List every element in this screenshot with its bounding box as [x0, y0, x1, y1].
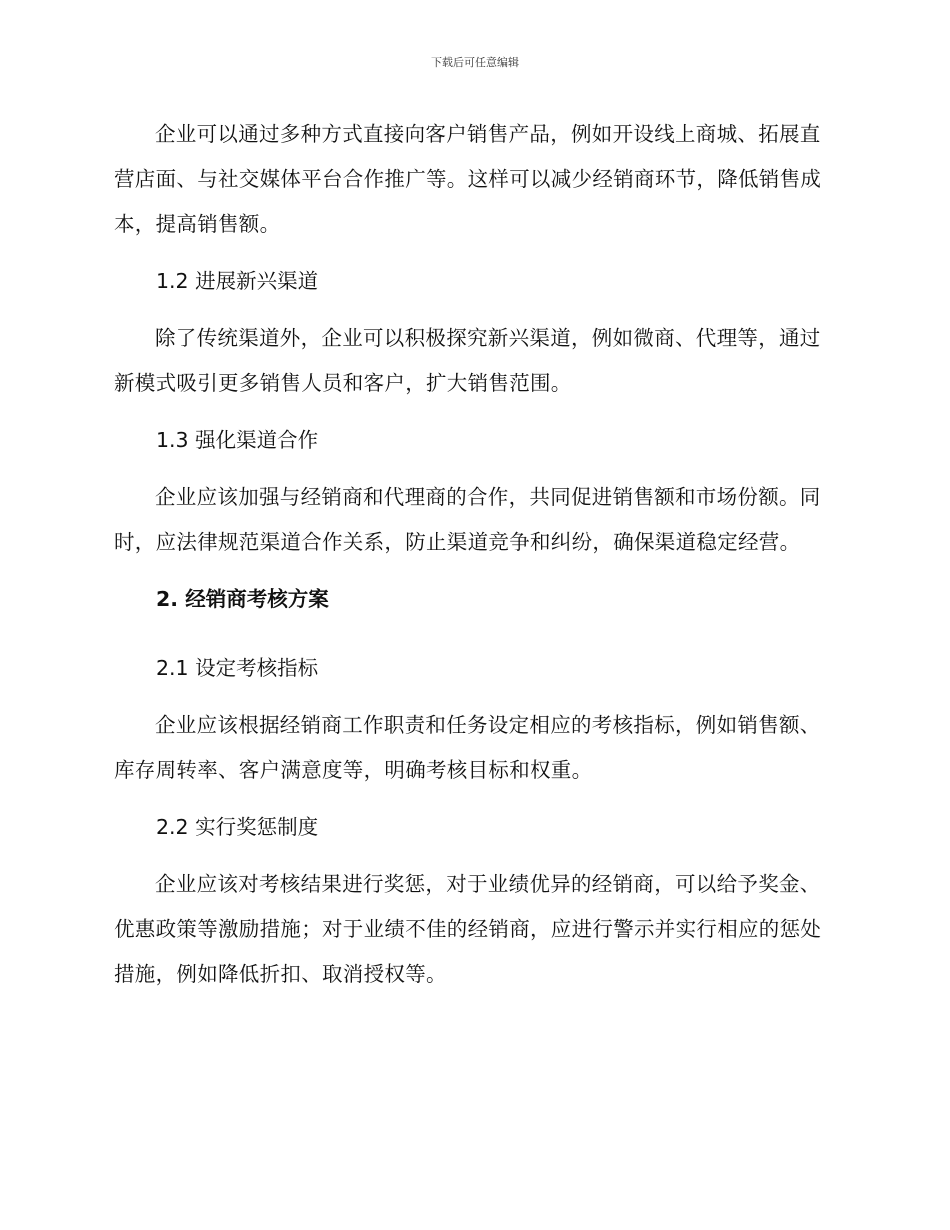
- paragraph-direct-sales: 企业可以通过多种方式直接向客户销售产品，例如开设线上商城、拓展直营店面、与社交媒体平台合作推广等。这样可以减少经销商环节，降低销售成本，提高销售额。: [114, 122, 822, 236]
- paragraph-channel-cooperation: 企业应该加强与经销商和代理商的合作，共同促进销售额和市场份额。同时，应法律规范渠道合作关系，防止渠道竞争和纠纷，确保渠道稳定经营。: [114, 485, 821, 554]
- page-header-note: 下载后可任意编辑: [431, 56, 519, 69]
- section-heading-1-2: 1.2 进展新兴渠道: [156, 269, 319, 293]
- paragraph-emerging-channels: 除了传统渠道外，企业可以积极探究新兴渠道，例如微商、代理等，通过新模式吸引更多销售人员和客户，扩大销售范围。: [114, 326, 821, 395]
- section-heading-2-2: 2.2 实行奖惩制度: [156, 815, 319, 839]
- paragraph-reward-penalty: 企业应该对考核结果进行奖惩，对于业绩优异的经销商，可以给予奖金、优惠政策等激励措施；对于业绩不佳的经销商，应进行警示并实行相应的惩处措施，例如降低折扣、取消授权等。: [114, 872, 822, 986]
- paragraph-assessment-indicators: 企业应该根据经销商工作职责和任务设定相应的考核指标，例如销售额、库存周转率、客户满意度等，明确考核目标和权重。: [114, 713, 821, 782]
- section-heading-1-3: 1.3 强化渠道合作: [156, 428, 319, 452]
- section-heading-2-1: 2.1 设定考核指标: [156, 656, 319, 680]
- document-body: [114, 112, 834, 997]
- section-heading-2: 2. 经销商考核方案: [156, 587, 329, 611]
